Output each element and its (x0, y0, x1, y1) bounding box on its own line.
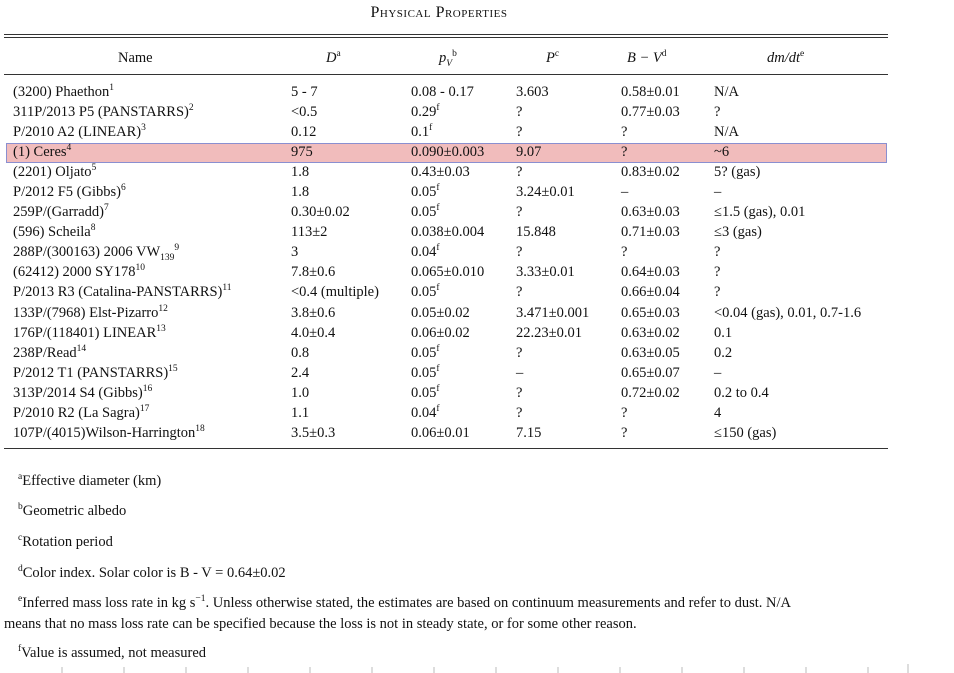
cell-period: 3.471±0.001 (516, 304, 590, 321)
cell-diameter: 1.8 (291, 163, 310, 180)
bottom-rule (4, 448, 888, 449)
cell-albedo: 0.08 - 0.17 (411, 83, 474, 100)
cell-period: ? (516, 384, 523, 401)
cell-color-index: 0.65±0.03 (621, 304, 680, 321)
table-row (4, 283, 894, 303)
top-rule (4, 34, 888, 35)
table-row (4, 263, 894, 283)
cell-diameter: 1.8 (291, 184, 310, 201)
cell-diameter: <0.5 (291, 103, 318, 120)
cell-diameter: 4.0±0.4 (291, 324, 336, 341)
cell-period: 7.15 (516, 425, 542, 442)
cell-diameter: 2.4 (291, 364, 310, 381)
cell-albedo: 0.43±0.03 (411, 163, 470, 180)
cell-name: P/2012 T1 (PANSTARRS)$^{15}$ (13, 364, 178, 381)
table-row (4, 223, 894, 243)
table-row (4, 102, 894, 122)
cell-mass-loss: <0.04 (gas), 0.01, 0.7-1.6 (714, 304, 862, 321)
cell-mass-loss: ? (714, 264, 721, 281)
footnote-d: $^d$Color index. Solar color is B - V = 0.64±0.02 (18, 564, 286, 581)
header-name: Name (118, 50, 153, 66)
cell-color-index: 0.77±0.03 (621, 103, 680, 120)
table-row (4, 243, 894, 263)
table-row (4, 424, 894, 444)
cell-albedo: 0.05$^f$ (411, 183, 440, 201)
cell-period: – (516, 364, 524, 381)
cell-mass-loss: 4 (714, 405, 722, 422)
cell-mass-loss: 5? (gas) (714, 163, 761, 180)
cell-color-index: ? (621, 405, 628, 422)
cell-mass-loss: ≤150 (gas) (714, 425, 777, 442)
cell-albedo: 0.038±0.004 (411, 224, 485, 241)
table-row (4, 162, 894, 182)
cell-name: (1) Ceres$^4$ (13, 143, 72, 160)
cell-period: 3.24±0.01 (516, 184, 575, 201)
cell-mass-loss: 0.2 (714, 344, 733, 361)
cell-name: P/2010 A2 (LINEAR)$^3$ (13, 122, 146, 140)
cell-diameter: 3.5±0.3 (291, 425, 336, 442)
properties-table (4, 82, 894, 444)
footnote-f: $^f$Value is assumed, not measured (18, 644, 207, 661)
cell-name: (62412) 2000 $SY178^{10}$ (13, 263, 145, 281)
cell-color-index: ? (621, 123, 628, 140)
cell-name: (3200) Phaethon$^1$ (13, 82, 114, 100)
cell-albedo: 0.05$^f$ (411, 364, 440, 381)
table-row (4, 82, 894, 102)
cell-mass-loss: ~6 (714, 143, 730, 160)
cell-period: ? (516, 405, 523, 422)
header-mass-loss: $dm/dt^e$ (767, 49, 805, 66)
header-diameter: $D^a$ (326, 49, 341, 66)
cell-albedo: 0.05$^f$ (411, 384, 440, 401)
cell-mass-loss: 0.1 (714, 324, 733, 341)
cell-name: 311P/2013 P5 (PANSTARRS)$^2$ (13, 102, 194, 120)
cell-mass-loss: – (714, 184, 722, 201)
cell-name: P/2010 R2 (La Sagra)$^{17}$ (13, 404, 150, 422)
cell-color-index: 0.63±0.05 (621, 344, 680, 361)
table-row (4, 323, 894, 343)
cell-diameter: <0.4 (multiple) (291, 284, 379, 301)
cell-mass-loss: ? (714, 103, 721, 120)
cell-albedo: 0.29$^f$ (411, 102, 440, 120)
cell-albedo: 0.05$^f$ (411, 343, 440, 361)
footnote-b: $^b$Geometric albedo (18, 502, 127, 519)
cell-name: 259P/(Garradd)$^7$ (13, 203, 109, 221)
footnote-e-continued: means that no mass loss rate can be specified because the loss is not in steady state, or for some other reason. (4, 616, 637, 632)
cell-name: (2201) Oljato$^5$ (13, 163, 97, 180)
cell-name: P/2012 F5 (Gibbs)$^6$ (13, 183, 126, 201)
header-rule-top (4, 37, 888, 38)
cell-name: 133P/(7968) Elst-Pizarro$^{12}$ (13, 303, 168, 321)
cell-period: 9.07 (516, 143, 542, 160)
cell-color-index: 0.64±0.03 (621, 264, 680, 281)
cell-mass-loss: – (714, 364, 722, 381)
table-row (4, 383, 894, 403)
cell-color-index: ? (621, 425, 628, 442)
table-row (4, 122, 894, 142)
table-row (4, 303, 894, 323)
cell-albedo: 0.04$^f$ (411, 404, 440, 422)
cell-color-index: 0.71±0.03 (621, 224, 680, 241)
cell-color-index: 0.63±0.03 (621, 204, 680, 221)
cell-diameter: 7.8±0.6 (291, 264, 336, 281)
table-row (4, 182, 894, 202)
cell-albedo: 0.06±0.01 (411, 425, 470, 442)
table-row (4, 142, 894, 162)
cell-mass-loss: ? (714, 244, 721, 261)
cell-diameter: 975 (291, 143, 313, 160)
header-color-index: $B - V^d$ (627, 49, 667, 66)
cell-name: 107P/(4015)Wilson-Harrington$^{18}$ (13, 424, 205, 442)
cell-mass-loss: ≤3 (gas) (714, 224, 762, 241)
cell-mass-loss: ? (714, 284, 721, 301)
cell-color-index: – (621, 184, 629, 201)
cell-diameter: 0.12 (291, 123, 317, 140)
cell-albedo: 0.05$^f$ (411, 283, 440, 301)
cell-color-index: ? (621, 143, 628, 160)
footnote-e: $^e$Inferred mass loss rate in kg $s^{-1}$. Unless otherwise stated, the estimates are based on continuum measurements and refer to dust. N/A (18, 594, 791, 611)
header-period: $P^c$ (546, 49, 560, 66)
cell-albedo: 0.090±0.003 (411, 143, 485, 160)
cell-mass-loss: N/A (714, 83, 739, 100)
cell-diameter: 0.8 (291, 344, 310, 361)
cell-period: 3.603 (516, 83, 549, 100)
cell-mass-loss: ≤1.5 (gas), 0.01 (714, 204, 806, 221)
cell-period: ? (516, 103, 523, 120)
table-title (0, 4, 878, 22)
cell-period: 22.23±0.01 (516, 324, 582, 341)
cell-mass-loss: 0.2 to 0.4 (714, 384, 769, 401)
cell-period: ? (516, 204, 523, 221)
cell-color-index: 0.63±0.02 (621, 324, 680, 341)
cell-mass-loss: N/A (714, 123, 739, 140)
cell-period: ? (516, 244, 523, 261)
table-row (4, 343, 894, 363)
table-row (4, 203, 894, 223)
table-row (4, 404, 894, 424)
cell-color-index: 0.83±0.02 (621, 163, 680, 180)
cell-color-index: 0.66±0.04 (621, 284, 680, 301)
table-row (4, 363, 894, 383)
cell-name: 313P/2014 S4 (Gibbs)$^{16}$ (13, 384, 153, 401)
cell-period: ? (516, 163, 523, 180)
header-albedo: $p_V^b$ (439, 49, 457, 69)
cell-albedo: 0.1$^f$ (411, 122, 433, 140)
cell-period: 3.33±0.01 (516, 264, 575, 281)
title-text: Physical Properties (370, 4, 508, 21)
cell-diameter: 1.0 (291, 384, 310, 401)
cell-diameter: 1.1 (291, 405, 310, 422)
cell-albedo: 0.065±0.010 (411, 264, 485, 281)
cell-color-index: 0.72±0.02 (621, 384, 680, 401)
cell-albedo: 0.04$^f$ (411, 243, 440, 261)
cell-albedo: 0.06±0.02 (411, 324, 470, 341)
cell-name: 288P/(300163) 2006 $VW_{139}^9$ (13, 243, 180, 264)
cell-name: 176P/(118401) LINEAR$^{13}$ (13, 323, 166, 341)
footnote-a: $^a$Effective diameter (km) (18, 472, 162, 489)
cell-name: (596) Scheila$^8$ (13, 223, 96, 241)
cell-diameter: 3.8±0.6 (291, 304, 336, 321)
cell-albedo: 0.05±0.02 (411, 304, 470, 321)
cell-diameter: 3 (291, 244, 299, 261)
cell-period: ? (516, 344, 523, 361)
cell-color-index: 0.65±0.07 (621, 364, 680, 381)
cell-name: P/2013 R3 (Catalina-PANSTARRS)$^{11}$ (13, 283, 232, 301)
cell-color-index: ? (621, 244, 628, 261)
cell-albedo: 0.05$^f$ (411, 203, 440, 221)
cell-name: 238P/Read$^{14}$ (13, 343, 87, 361)
cell-diameter: 0.30±0.02 (291, 204, 350, 221)
header-rule-bottom (4, 74, 888, 75)
cell-color-index: 0.58±0.01 (621, 83, 680, 100)
cell-period: ? (516, 123, 523, 140)
cell-period: 15.848 (516, 224, 556, 241)
cell-period: ? (516, 284, 523, 301)
cell-diameter: 5 - 7 (291, 83, 318, 100)
footnote-c: $^c$Rotation period (18, 533, 113, 550)
bottom-tick-marks (0, 664, 954, 673)
cell-diameter: 113±2 (291, 224, 328, 241)
